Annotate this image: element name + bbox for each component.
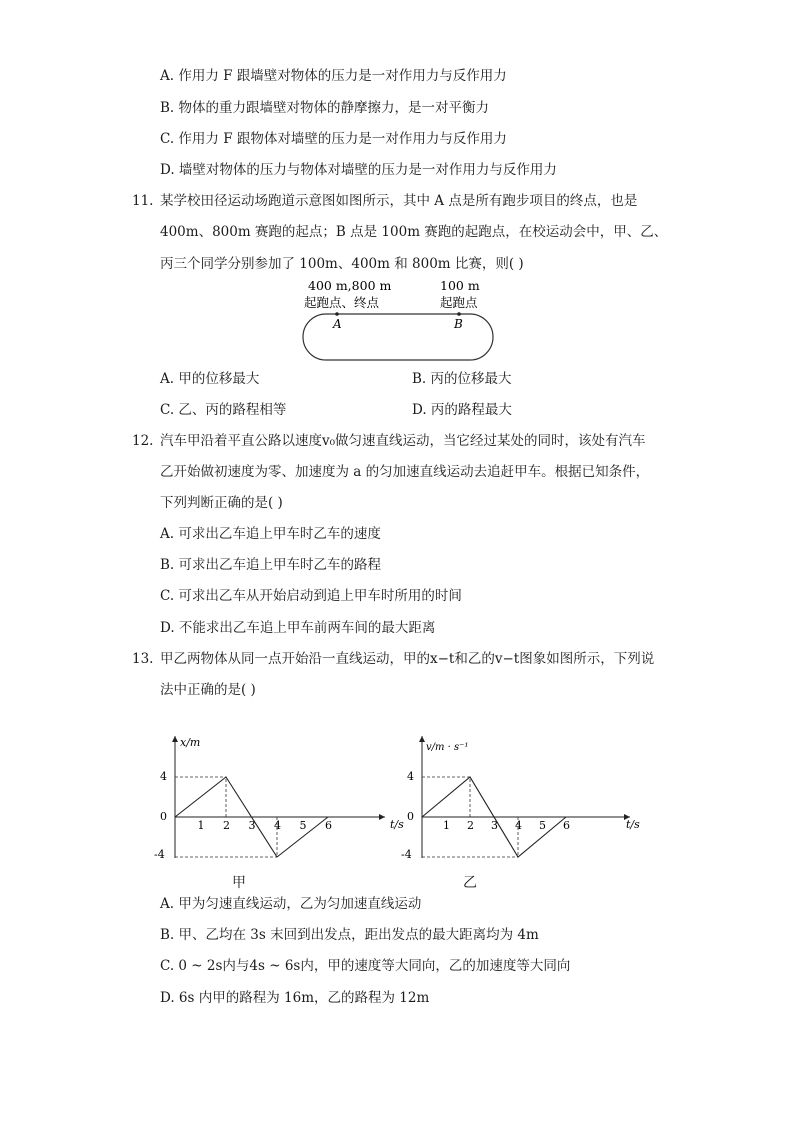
x-tick-label: 2 bbox=[467, 819, 474, 832]
x-tick-label: 3 bbox=[491, 819, 498, 832]
q13-line-1: 甲乙两物体从同一点开始沿一直线运动，甲的x−t和乙的v−t图象如图所示，下列说 bbox=[160, 651, 655, 667]
q10-option-b: B. 物体的重力跟墙壁对物体的静摩擦力，是一对平衡力 bbox=[160, 100, 490, 116]
q11-line-2: 400m、800m 赛跑的起点；B 点是 100m 赛跑的起跑点，在校运动会中，甲、乙、 bbox=[160, 224, 668, 240]
q13-option-b: B. 甲、乙均在 3s 末回到出发点，距出发点的最大距离均为 4m bbox=[160, 927, 539, 943]
point-b-dot bbox=[457, 312, 461, 316]
y-tick-0: 0 bbox=[407, 810, 414, 823]
q12-line-3: 下列判断正确的是( ) bbox=[160, 495, 283, 511]
q11-option-c: C. 乙、丙的路程相等 bbox=[160, 402, 287, 418]
track-diagram bbox=[290, 276, 510, 366]
y-axis-label: v/m · s⁻¹ bbox=[426, 742, 469, 753]
x-tick-label: 1 bbox=[443, 819, 450, 832]
x-tick-label: 3 bbox=[248, 819, 256, 832]
x-tick-label: 5 bbox=[299, 819, 307, 832]
x-tick-label: 1 bbox=[197, 819, 205, 832]
graph-yi bbox=[385, 728, 655, 873]
q10-option-a: A. 作用力 F 跟墙壁对物体的压力是一对作用力与反作用力 bbox=[160, 68, 507, 84]
q12-line-1: 汽车甲沿着平直公路以速度v₀做匀速直线运动，当它经过某处的同时，该处有汽车 bbox=[160, 433, 646, 449]
q12-option-d: D. 不能求出乙车追上甲车前两车间的最大距离 bbox=[160, 620, 436, 636]
q11-option-b: B. 丙的位移最大 bbox=[412, 371, 512, 387]
q13-option-a: A. 甲为匀速直线运动，乙为匀加速直线运动 bbox=[160, 896, 422, 912]
q10-option-d: D. 墙壁对物体的压力与物体对墙壁的压力是一对作用力与反作用力 bbox=[160, 162, 557, 178]
q13-line-2: 法中正确的是( ) bbox=[160, 682, 256, 698]
q12-option-a: A. 可求出乙车追上甲车时乙车的速度 bbox=[160, 526, 381, 542]
q12-option-b: B. 可求出乙车追上甲车时乙车的路程 bbox=[160, 557, 382, 573]
y-tick-0: 0 bbox=[160, 810, 167, 823]
track-outline bbox=[303, 314, 493, 360]
point-a-dot bbox=[335, 312, 339, 316]
q11-option-a: A. 甲的位移最大 bbox=[160, 371, 260, 387]
q11-option-d: D. 丙的路程最大 bbox=[412, 402, 512, 418]
y-tick-neg4: -4 bbox=[154, 848, 165, 861]
label-a-line2: 起跑点、终点 bbox=[304, 295, 380, 310]
y-tick-4: 4 bbox=[407, 770, 414, 783]
x-axis-label: t/s bbox=[390, 818, 404, 831]
label-b-line2: 起跑点 bbox=[440, 295, 478, 310]
q13-option-d: D. 6s 内甲的路程为 16m，乙的路程为 12m bbox=[160, 990, 430, 1006]
q13-number: 13. bbox=[132, 651, 154, 667]
x-tick-label: 6 bbox=[325, 819, 332, 832]
q13-option-c: C. 0 ~ 2s内与4s ~ 6s内，甲的速度等大同向，乙的加速度等大同向 bbox=[160, 958, 571, 974]
graph-jia bbox=[140, 728, 410, 873]
x-tick-label: 4 bbox=[274, 819, 281, 832]
y-tick-neg4: -4 bbox=[401, 848, 412, 861]
q12-option-c: C. 可求出乙车从开始启动到追上甲车时所用的时间 bbox=[160, 588, 462, 604]
q12-number: 12. bbox=[132, 433, 154, 449]
q11-number: 11. bbox=[132, 193, 154, 209]
y-axis-label: x/m bbox=[180, 736, 201, 749]
point-a-label: A bbox=[333, 317, 342, 331]
x-axis-label: t/s bbox=[626, 818, 640, 831]
x-tick-label: 5 bbox=[539, 819, 546, 832]
x-tick-label: 4 bbox=[515, 819, 522, 832]
x-tick-label: 2 bbox=[223, 819, 230, 832]
x-tick-label: 6 bbox=[563, 819, 570, 832]
q12-line-2: 乙开始做初速度为零、加速度为 a 的匀加速直线运动去追赶甲车。根据已知条件， bbox=[160, 464, 650, 480]
graph-jia-caption: 甲 bbox=[232, 875, 246, 891]
graph-yi-caption: 乙 bbox=[463, 875, 477, 891]
point-b-label: B bbox=[454, 317, 463, 331]
q10-option-c: C. 作用力 F 跟物体对墙壁的压力是一对作用力与反作用力 bbox=[160, 131, 507, 147]
q11-line-3: 丙三个同学分别参加了 100m、400m 和 800m 比赛，则( ) bbox=[160, 256, 524, 272]
q11-line-1: 某学校田径运动场跑道示意图如图所示，其中 A 点是所有跑步项目的终点，也是 bbox=[160, 193, 638, 209]
y-tick-4: 4 bbox=[160, 770, 167, 783]
label-a-line1: 400 m,800 m bbox=[308, 278, 392, 293]
label-b-line1: 100 m bbox=[440, 278, 480, 293]
